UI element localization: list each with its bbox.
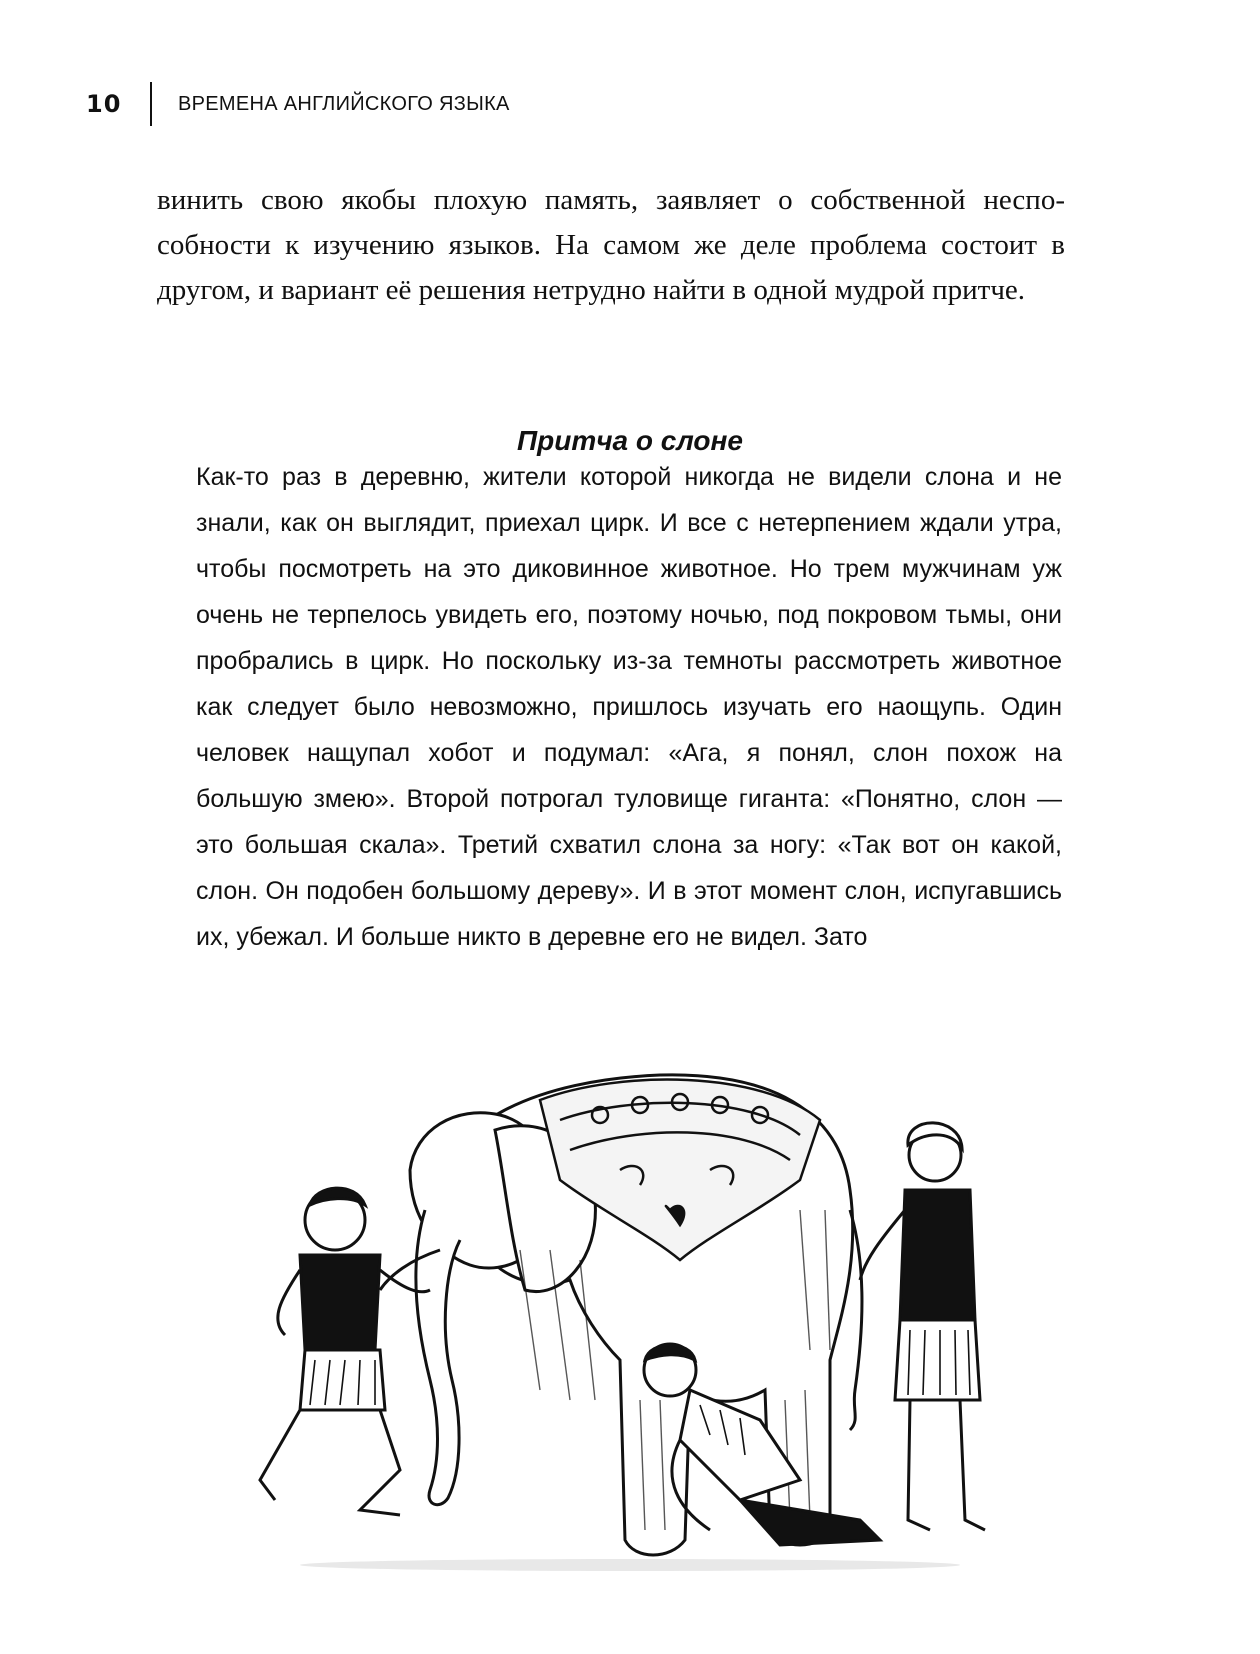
elephant-drawing <box>240 1060 1020 1580</box>
parable-paragraph: Как-то раз в деревню, жители которой никогда не видели слона и не знали, как он выглядит, приехал цирк. И все с нетерпением ждали утра, чтобы посмотреть на это диковинное животное. Но трем мужчинам уж очень не терпелось увидеть его, поэтому ночью, под покровом тьмы, они пробрались в цирк. Но поскольку из-за темноты рассмотреть животное как следует было невозможно, пришлось изучать его наощупь. Один человек нащупал хобот и подумал: «Ага, я понял, слон похож на большую змею». Второй потрогал туловище гиганта: «Понятно, слон — это большая скала». Третий схватил слона за ногу: «Так вот он какой, слон. Он подобен большому дереву». И в этот момент слон, испугавшись их, убежал. И больше никто в деревне его не видел. Зато <box>196 463 1062 951</box>
running-header <box>86 82 510 126</box>
header-divider <box>150 82 152 126</box>
elephant-illustration <box>240 1060 1020 1580</box>
man-right-figure <box>860 1123 985 1530</box>
parable-block <box>196 454 1062 960</box>
intro-paragraph: винить свою якобы плохую память, заявляет о собственной неспособности к изучению языков. На самом же деле проблема состоит в другом, и вариант её решения нетрудно найти в одной мудрой притче. <box>157 184 1065 306</box>
page-number: 10 <box>86 90 122 118</box>
running-title: ВРЕМЕНА АНГЛИЙСКОГО ЯЗЫКА <box>178 92 510 115</box>
man-left-figure <box>260 1188 430 1515</box>
parable-title: Притча о слоне <box>516 425 743 457</box>
intro-paragraph-block <box>157 178 1065 313</box>
